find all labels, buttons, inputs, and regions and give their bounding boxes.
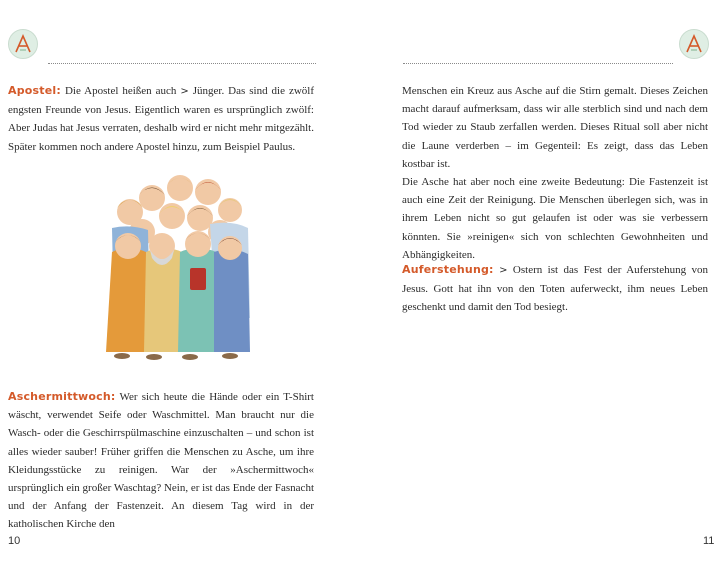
apostles-group-illustration: [92, 168, 260, 364]
entry-auferstehung: [402, 261, 708, 317]
letter-a-badge-icon: [8, 29, 38, 59]
cross-reference-arrow-icon: >: [180, 86, 189, 97]
entry-term: Auferstehung:: [402, 263, 494, 276]
entry-text: Wer sich heute die Hände oder ein T-Shirt wäscht, verwendet Seife oder Waschmittel. Man braucht nur die Wasch- oder die Geschirrspülmaschine einzuschalten – und schon ist alles wieder sauber! Früher griffen die Menschen zu Asche, um ihre Kleidungsstücke zu reinigen. War der »Aschermittwoch« ursprünglich ein großer Waschtag? Nein, er ist das Ende der Fasnacht und der Anfang der Fastenzeit. An diesem Tag wird in der katholischen Kirche den: [8, 391, 314, 531]
page-number: 11: [703, 535, 715, 547]
entry-text: Die Apostel heißen auch: [60, 85, 181, 97]
entry-continuation: [402, 82, 708, 264]
entry-text: Ostern ist das Fest der Auferstehung von Jesus. Gott hat ihn von den Toten auferweckt, ihm neues Leben geschenkt und damit den Tod besiegt.: [402, 264, 709, 314]
right-page: [363, 0, 726, 580]
header-rule: [48, 63, 316, 64]
page-number: 10: [8, 535, 21, 547]
header-rule: [403, 63, 673, 64]
letter-a-badge-icon: [679, 29, 709, 59]
paragraph: Die Asche hat aber noch eine zweite Bedeutung: Die Fastenzeit ist auch eine Zeit der Reinigung. Die Menschen überlegen sich, was in ihrem Leben nicht so gut gelaufen ist oder was sie verbessern könnten. Sie »reinigen« sich von schlechten Gewohnheiten und Abhängigkeiten.: [402, 176, 708, 261]
entry-aschermittwoch: [8, 388, 314, 534]
entry-text: Jünger. Das sind die zwölf engsten Freunde von Jesus. Eigentlich waren es ursprünglich zwölf: Aber Judas hat Jesus verraten, deshalb wird er nicht mehr mitgezählt. Später kommen noch andere Apostel hinzu, zum Beispiel Paulus.: [8, 85, 314, 153]
entry-term: Aschermittwoch:: [8, 390, 116, 403]
entry-apostel: [8, 82, 314, 156]
paragraph: Menschen ein Kreuz aus Asche auf die Stirn gemalt. Dieses Zeichen macht darauf aufmerksam, dass wir alle sterblich sind und nach dem Tod wieder zu Staub zerfallen werden. Dieses Ritual soll aber nicht die Laune verderben – im Gegenteil: Es zeigt, dass das Leben kostbar ist.: [402, 85, 708, 170]
cross-reference-arrow-icon: >: [499, 265, 508, 276]
entry-term: Apostel:: [8, 84, 61, 97]
